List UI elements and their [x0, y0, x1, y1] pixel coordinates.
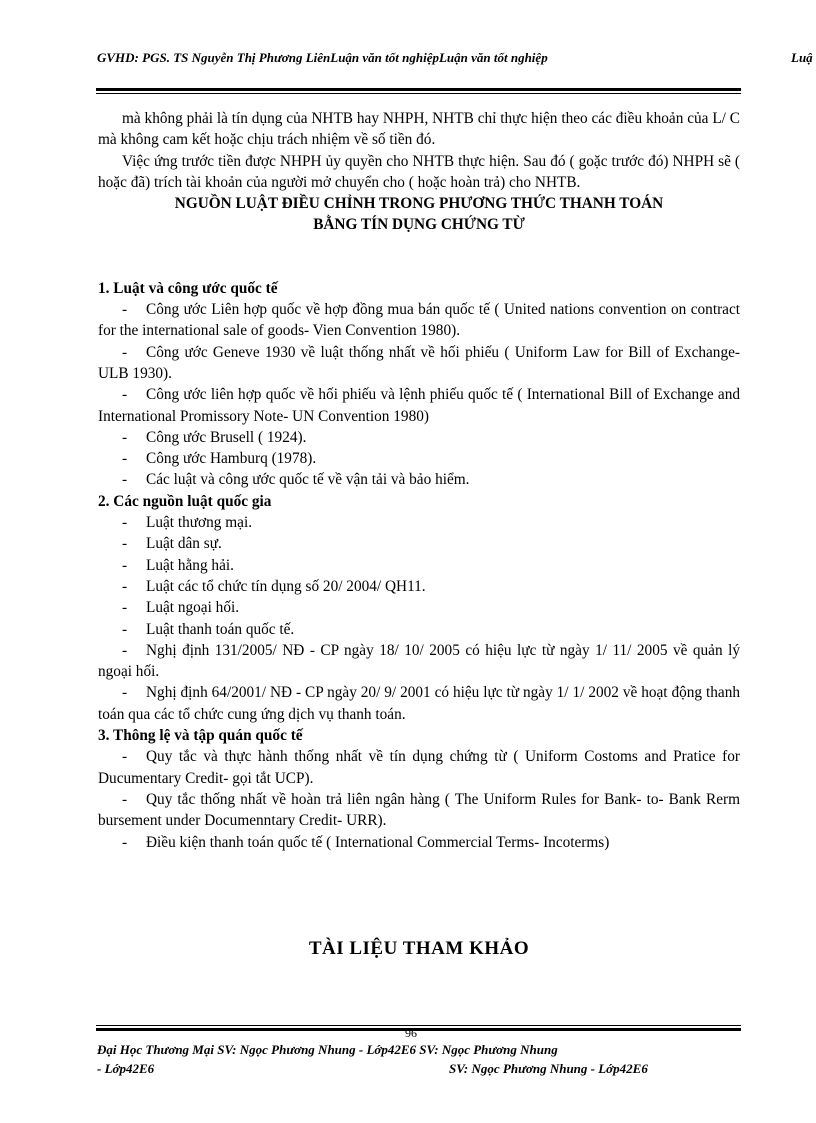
list-item — [98, 640, 740, 683]
document-body — [98, 108, 740, 853]
list-item — [98, 789, 740, 832]
list-item — [98, 448, 740, 469]
footer-line-1: Đại Học Thương Mại SV: Ngọc Phương Nhung - Lớp42E6 SV: Ngọc Phương Nhung — [97, 1042, 558, 1057]
list-item — [98, 682, 740, 725]
dash-bullet: - — [122, 748, 128, 766]
chapter-title-line-2: BẰNG TÍN DỤNG CHỨNG TỪ — [313, 216, 525, 234]
list-item-text: Điều kiện thanh toán quốc tế ( International Commercial Terms- Incoterms) — [146, 833, 610, 851]
dash-bullet: - — [122, 471, 128, 489]
list-item — [98, 832, 740, 853]
references-title: TÀI LIỆU THAM KHẢO — [308, 938, 530, 959]
list-item-text: Quy tắc thống nhất về hoàn trả liên ngân hàng ( The Uniform Rules for Bank- to- Bank Rerm bursement under Documenntary Credit- URR). — [98, 790, 740, 830]
dash-bullet: - — [122, 450, 128, 468]
footer-line-2b: SV: Ngọc Phương Nhung - Lớp42E6 — [449, 1061, 648, 1076]
dash-bullet: - — [122, 301, 128, 319]
dash-bullet: - — [122, 386, 128, 404]
dash-bullet: - — [122, 577, 128, 595]
list-item — [98, 469, 740, 490]
list-item-text: Luật các tổ chức tín dụng số 20/ 2004/ QH11. — [146, 577, 426, 595]
header-rule-thin — [96, 93, 741, 94]
page-number: 96 — [405, 1026, 417, 1040]
list-item-text: Luật thương mại. — [146, 514, 253, 532]
section-3-title: 3. Thông lệ và tập quán quốc tế — [98, 727, 303, 745]
list-item — [98, 597, 740, 618]
list-item-text: Các luật và công ước quốc tế về vận tải và bảo hiểm. — [146, 471, 470, 489]
intro-paragraph-1: mà không phải là tín dụng của NHTB hay NHPH, NHTB chỉ thực hiện theo các điều khoản của L/ C mà không cam kết hoặc chịu trách nhiệm về số tiền đó. — [98, 110, 740, 149]
list-item-text: Luật ngoại hối. — [146, 599, 240, 617]
dash-bullet: - — [122, 556, 128, 574]
list-item-text: Công ước liên hợp quốc về hối phiếu và lệnh phiếu quốc tế ( International Bill of Exchange and International Promissory Note- UN Convention 1980) — [98, 386, 740, 425]
dash-bullet: - — [122, 535, 128, 553]
header-right-text: Luậ — [791, 50, 813, 65]
list-item-text: Công ước Brusell ( 1924). — [146, 428, 307, 446]
list-item-text: Công ước Geneve 1930 về luật thống nhất về hối phiếu ( Uniform Law for Bill of Exchange- ULB 1930). — [98, 343, 740, 382]
list-item-text: Công ước Hamburq (1978). — [146, 450, 317, 468]
list-item-text: Luật dân sự. — [146, 535, 222, 553]
list-item — [98, 619, 740, 640]
list-item-text: Quy tắc và thực hành thống nhất về tín dụng chứng từ ( Uniform Costoms and Pratice for Ducumentary Credit- gọi tắt UCP). — [98, 748, 740, 787]
header-left-text: GVHD: PGS. TS Nguyễn Thị Phương LiênLuận văn tốt nghiệpLuận văn tốt nghiệp — [97, 50, 548, 65]
footer-rule-thin — [96, 1025, 741, 1026]
list-item — [98, 427, 740, 448]
list-item — [98, 746, 740, 789]
list-item-text: Luật hằng hải. — [146, 556, 234, 574]
dash-bullet: - — [122, 343, 128, 361]
list-item-text: Nghị định 131/2005/ NĐ - CP ngày 18/ 10/ 2005 có hiệu lực từ ngày 1/ 11/ 2005 về quản lý ngoại hối. — [98, 641, 740, 681]
dash-bullet: - — [122, 684, 128, 702]
page-header — [97, 50, 816, 72]
list-item — [98, 533, 740, 554]
footer-rule-thick — [96, 1028, 741, 1031]
list-item — [98, 342, 740, 385]
list-item — [98, 299, 740, 342]
dash-bullet: - — [122, 641, 128, 659]
spacer — [98, 236, 740, 278]
list-item-text: Luật thanh toán quốc tế. — [146, 620, 295, 638]
list-item — [98, 555, 740, 576]
dash-bullet: - — [122, 514, 128, 532]
list-item — [98, 384, 740, 427]
section-2-title: 2. Các nguồn luật quốc gia — [98, 492, 272, 510]
list-item — [98, 576, 740, 597]
dash-bullet: - — [122, 620, 128, 638]
footer-line-2a: - Lớp42E6 — [97, 1061, 155, 1076]
intro-paragraph-2: Việc ứng trước tiền được NHPH ủy quyền cho NHTB thực hiện. Sau đó ( goặc trước đó) NHPH sẽ ( hoặc đã) trích tài khoản của người mở chuyển cho ( hoặc hoàn trả) cho NHTB. — [98, 152, 740, 191]
list-item-text: Nghị định 64/2001/ NĐ - CP ngày 20/ 9/ 2001 có hiệu lực từ ngày 1/ 1/ 2002 về hoạt động thanh toán qua các tổ chức cung ứng dịch vụ thanh toán. — [98, 684, 740, 723]
dash-bullet: - — [122, 599, 128, 617]
dash-bullet: - — [122, 833, 128, 851]
dash-bullet: - — [122, 428, 128, 446]
header-rule-thick — [96, 88, 741, 91]
chapter-title-line-1: NGUỒN LUẬT ĐIỀU CHỈNH TRONG PHƯƠNG THỨC THANH TOÁN — [174, 195, 664, 213]
list-item-text: Công ước Liên hợp quốc về hợp đồng mua bán quốc tế ( United nations convention on contract for the international sale of goods- Vien Convention 1980). — [98, 301, 740, 340]
section-1-title: 1. Luật và công ước quốc tế — [98, 279, 278, 297]
dash-bullet: - — [122, 790, 128, 808]
list-item — [98, 512, 740, 533]
